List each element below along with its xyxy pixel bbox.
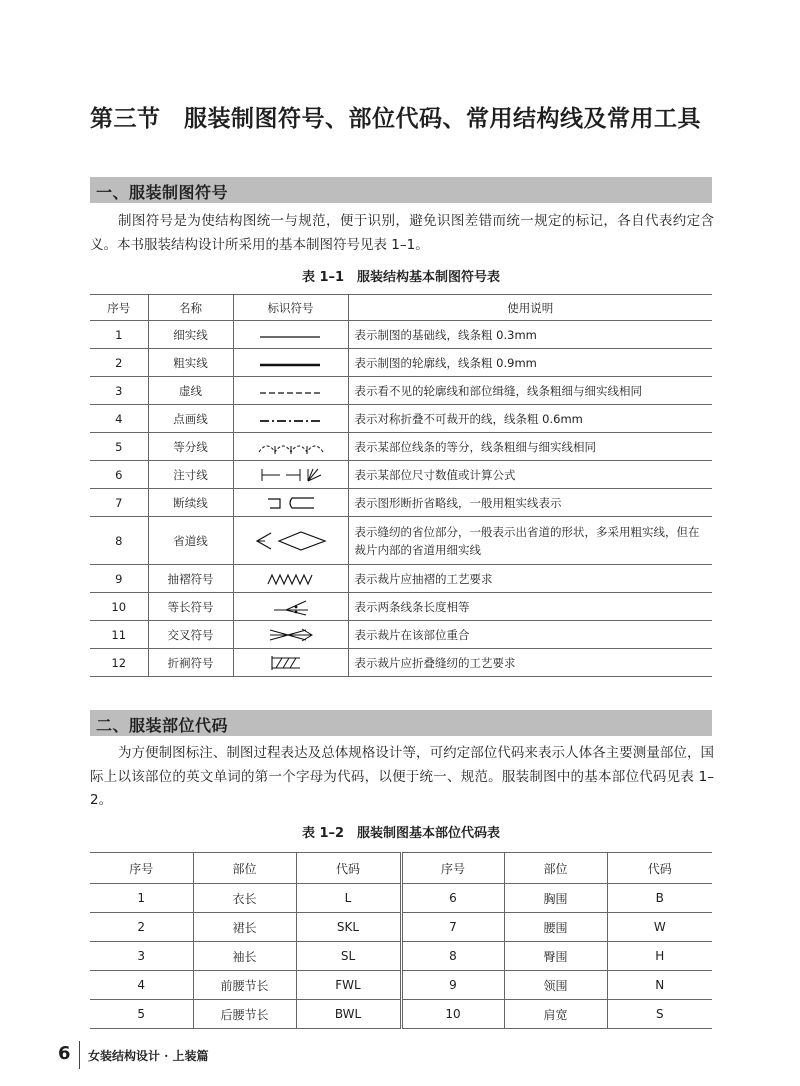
table-caption: 表 1–1 服装结构基本制图符号表 (301, 270, 501, 285)
section-heading-bar (90, 710, 712, 736)
table-row (90, 377, 712, 405)
symbol-description: 表示图形断折省略线，一般用粗实线表示 (348, 489, 712, 517)
table-cell: 领围 (504, 971, 607, 1000)
symbol-name: 等分线 (148, 433, 233, 461)
table-row (90, 884, 712, 913)
table-row (90, 593, 712, 621)
page-number: 6 (58, 1043, 71, 1064)
table-row (90, 517, 712, 565)
table-row (90, 621, 712, 649)
dart-line-icon (233, 517, 348, 565)
header-cell: 序号 (90, 295, 148, 321)
table-row (90, 405, 712, 433)
table-cell: W (607, 913, 712, 942)
gather-icon (233, 565, 348, 593)
body-paragraph: 为方便制图标注、制图过程表达及总体规格设计等，可约定部位代码来表示人体各主要测量部位，国际上以该部位的英文单词的第一个字母为代码，以便于统一、规范。服装制图中的基本部位代码见表 1–2。 (90, 745, 714, 808)
dash-dot-line-icon (233, 405, 348, 433)
symbol-description: 表示某部位线条的等分，线条粗细与细实线相同 (348, 433, 712, 461)
table-cell: 裙长 (193, 913, 296, 942)
break-line-icon (233, 489, 348, 517)
table-cell: 8 (401, 942, 504, 971)
division-line-icon (233, 433, 348, 461)
header-cell: 部位 (504, 853, 607, 884)
table-row (90, 461, 712, 489)
row-number: 2 (90, 349, 148, 377)
thick-line-icon (233, 349, 348, 377)
row-number: 10 (90, 593, 148, 621)
header-cell: 使用说明 (348, 295, 712, 321)
table-row (90, 913, 712, 942)
table-cell: L (296, 884, 401, 913)
equal-length-icon (233, 593, 348, 621)
symbol-name: 折裥符号 (148, 649, 233, 677)
row-number: 1 (90, 321, 148, 349)
row-number: 3 (90, 377, 148, 405)
running-footer: 女装结构设计 · 上装篇 (88, 1049, 209, 1063)
overlap-icon (233, 621, 348, 649)
dimension-line-icon (233, 461, 348, 489)
symbol-description: 表示裁片在该部位重合 (348, 621, 712, 649)
table-cell: B (607, 884, 712, 913)
symbol-name: 等长符号 (148, 593, 233, 621)
symbol-name: 粗实线 (148, 349, 233, 377)
symbol-description: 表示两条线条长度相等 (348, 593, 712, 621)
table-cell: 4 (90, 971, 193, 1000)
section-heading-bar (90, 177, 712, 203)
table-cell: FWL (296, 971, 401, 1000)
row-number: 6 (90, 461, 148, 489)
table-cell: 2 (90, 913, 193, 942)
symbol-description: 表示对称折叠不可裁开的线，线条粗 0.6mm (348, 405, 712, 433)
symbol-description: 表示某部位尺寸数值或计算公式 (348, 461, 712, 489)
table-cell: 衣长 (193, 884, 296, 913)
symbol-description: 表示裁片应折叠缝纫的工艺要求 (348, 649, 712, 677)
table-cell: 6 (401, 884, 504, 913)
row-number: 12 (90, 649, 148, 677)
table-cell: 10 (401, 1000, 504, 1029)
table-header-row (90, 853, 712, 884)
header-cell: 部位 (193, 853, 296, 884)
header-cell: 标识符号 (233, 295, 348, 321)
row-number: 8 (90, 517, 148, 565)
row-number: 5 (90, 433, 148, 461)
table-cell: H (607, 942, 712, 971)
table-header-row (90, 295, 712, 321)
table-cell: 胸围 (504, 884, 607, 913)
footer-divider (79, 1041, 80, 1069)
pleat-icon (233, 649, 348, 677)
symbol-table (90, 294, 712, 677)
table-caption: 表 1–2 服装制图基本部位代码表 (301, 826, 501, 841)
header-cell: 名称 (148, 295, 233, 321)
table-cell: 1 (90, 884, 193, 913)
table-row (90, 942, 712, 971)
symbol-name: 点画线 (148, 405, 233, 433)
header-cell: 序号 (90, 853, 193, 884)
table-row (90, 971, 712, 1000)
table-cell: 5 (90, 1000, 193, 1029)
row-number: 9 (90, 565, 148, 593)
table-cell: 7 (401, 913, 504, 942)
symbol-description: 表示制图的基础线，线条粗 0.3mm (348, 321, 712, 349)
symbol-name: 交叉符号 (148, 621, 233, 649)
table-cell: 后腰节长 (193, 1000, 296, 1029)
symbol-name: 省道线 (148, 517, 233, 565)
table-cell: 臀围 (504, 942, 607, 971)
symbol-name: 断续线 (148, 489, 233, 517)
table-cell: SKL (296, 913, 401, 942)
section-heading: 二、服装部位代码 (96, 716, 229, 735)
row-number: 7 (90, 489, 148, 517)
table-cell: 肩宽 (504, 1000, 607, 1029)
thin-line-icon (233, 321, 348, 349)
table-cell: BWL (296, 1000, 401, 1029)
header-cell: 代码 (296, 853, 401, 884)
section-heading: 一、服装制图符号 (96, 183, 229, 202)
symbol-name: 细实线 (148, 321, 233, 349)
table-row (90, 1000, 712, 1029)
section-title: 第三节 服装制图符号、部位代码、常用结构线及常用工具 (90, 105, 701, 132)
symbol-description: 表示缝纫的省位部分，一般表示出省道的形状，多采用粗实线，但在裁片内部的省道用细实线 (348, 517, 712, 565)
position-code-table (90, 852, 712, 1029)
symbol-description: 表示制图的轮廓线，线条粗 0.9mm (348, 349, 712, 377)
table-row (90, 321, 712, 349)
symbol-name: 注寸线 (148, 461, 233, 489)
table-row (90, 649, 712, 677)
table-cell: N (607, 971, 712, 1000)
symbol-description: 表示裁片应抽褶的工艺要求 (348, 565, 712, 593)
table-row (90, 433, 712, 461)
body-paragraph: 制图符号是为使结构图统一与规范，便于识别，避免识图差错而统一规定的标记，各自代表约定含义。本书服装结构设计所采用的基本制图符号见表 1–1。 (90, 213, 714, 253)
row-number: 4 (90, 405, 148, 433)
table-cell: 袖长 (193, 942, 296, 971)
header-cell: 代码 (607, 853, 712, 884)
table-cell: SL (296, 942, 401, 971)
header-cell: 序号 (401, 853, 504, 884)
dashed-line-icon (233, 377, 348, 405)
table-row (90, 489, 712, 517)
symbol-description: 表示看不见的轮廓线和部位缉缝，线条粗细与细实线相同 (348, 377, 712, 405)
symbol-name: 虚线 (148, 377, 233, 405)
table-cell: S (607, 1000, 712, 1029)
table-cell: 9 (401, 971, 504, 1000)
table-cell: 腰围 (504, 913, 607, 942)
table-row (90, 565, 712, 593)
table-row (90, 349, 712, 377)
table-cell: 3 (90, 942, 193, 971)
table-cell: 前腰节长 (193, 971, 296, 1000)
row-number: 11 (90, 621, 148, 649)
symbol-name: 抽褶符号 (148, 565, 233, 593)
